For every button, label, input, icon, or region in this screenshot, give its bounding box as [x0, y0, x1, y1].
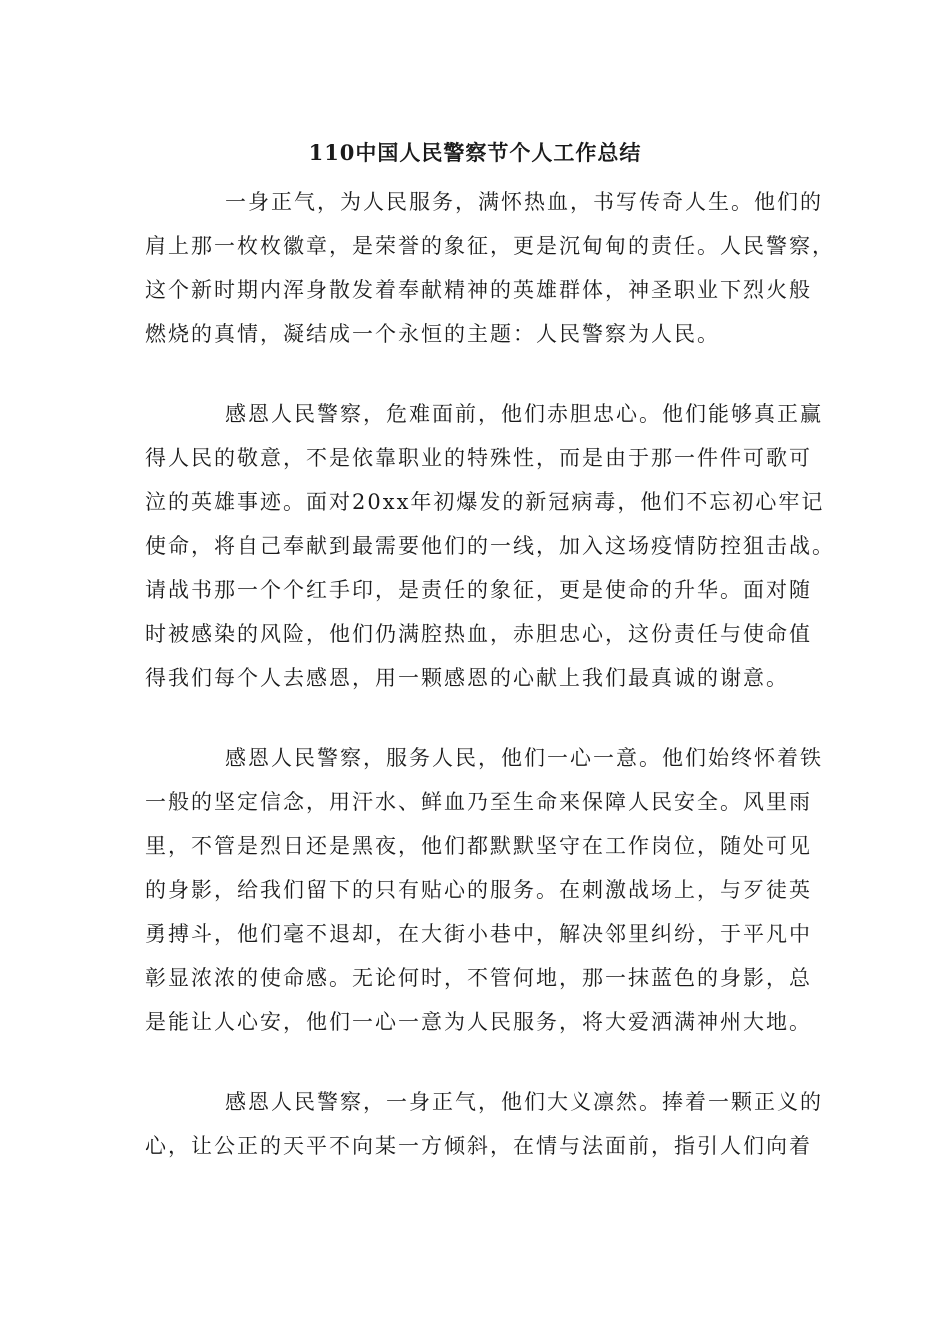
- paragraph-line: 得我们每个人去感恩，用一颗感恩的心献上我们最真诚的谢意。: [145, 666, 789, 690]
- paragraph-line: 一般的坚定信念，用汗水、鲜血乃至生命来保障人民安全。风里雨: [145, 790, 812, 814]
- paragraph-line: 感恩人民警察，危难面前，他们赤胆忠心。他们能够真正赢: [225, 402, 823, 426]
- paragraph-line: 里，不管是烈日还是黑夜，他们都默默坚守在工作岗位，随处可见: [145, 834, 812, 858]
- paragraph-line: 感恩人民警察，一身正气，他们大义凛然。捧着一颗正义的: [225, 1090, 823, 1114]
- paragraph-line: 感恩人民警察，服务人民，他们一心一意。他们始终怀着铁: [225, 746, 823, 770]
- paragraph-line: 燃烧的真情，凝结成一个永恒的主题：人民警察为人民。: [145, 322, 720, 346]
- paragraph-line: 得人民的敬意，不是依靠职业的特殊性，而是由于那一件件可歌可: [145, 446, 812, 470]
- paragraph-line: 使命，将自己奉献到最需要他们的一线，加入这场疫情防控狙击战。: [145, 534, 835, 558]
- paragraph-line: 请战书那一个个红手印，是责任的象征，更是使命的升华。面对随: [145, 578, 812, 602]
- paragraph-line: 的身影，给我们留下的只有贴心的服务。在刺激战场上，与歹徒英: [145, 878, 812, 902]
- paragraph-line: 一身正气，为人民服务，满怀热血，书写传奇人生。他们的: [225, 190, 823, 214]
- paragraph-2: [145, 392, 835, 700]
- paragraph-line: 勇搏斗，他们毫不退却，在大街小巷中，解决邻里纠纷，于平凡中: [145, 922, 812, 946]
- paragraph-line: 时被感染的风险，他们仍满腔热血，赤胆忠心，这份责任与使命值: [145, 622, 812, 646]
- paragraph-4: [145, 1080, 823, 1168]
- paragraph-3: [145, 736, 823, 1044]
- paragraph-line: 这个新时期内浑身散发着奉献精神的英雄群体，神圣职业下烈火般: [145, 278, 812, 302]
- paragraph-line: 泣的英雄事迹。面对20xx年初爆发的新冠病毒，他们不忘初心牢记: [145, 490, 825, 514]
- document-title: 110中国人民警察节个人工作总结: [308, 140, 642, 165]
- paragraph-1: [145, 180, 835, 356]
- paragraph-line: 心，让公正的天平不向某一方倾斜，在情与法面前，指引人们向着: [145, 1134, 812, 1158]
- document-body: [145, 180, 835, 1204]
- paragraph-line: 肩上那一枚枚徽章，是荣誉的象征，更是沉甸甸的责任。人民警察，: [145, 234, 835, 258]
- paragraph-line: 是能让人心安，他们一心一意为人民服务，将大爱洒满神州大地。: [145, 1010, 812, 1034]
- paragraph-line: 彰显浓浓的使命感。无论何时，不管何地，那一抹蓝色的身影，总: [145, 966, 812, 990]
